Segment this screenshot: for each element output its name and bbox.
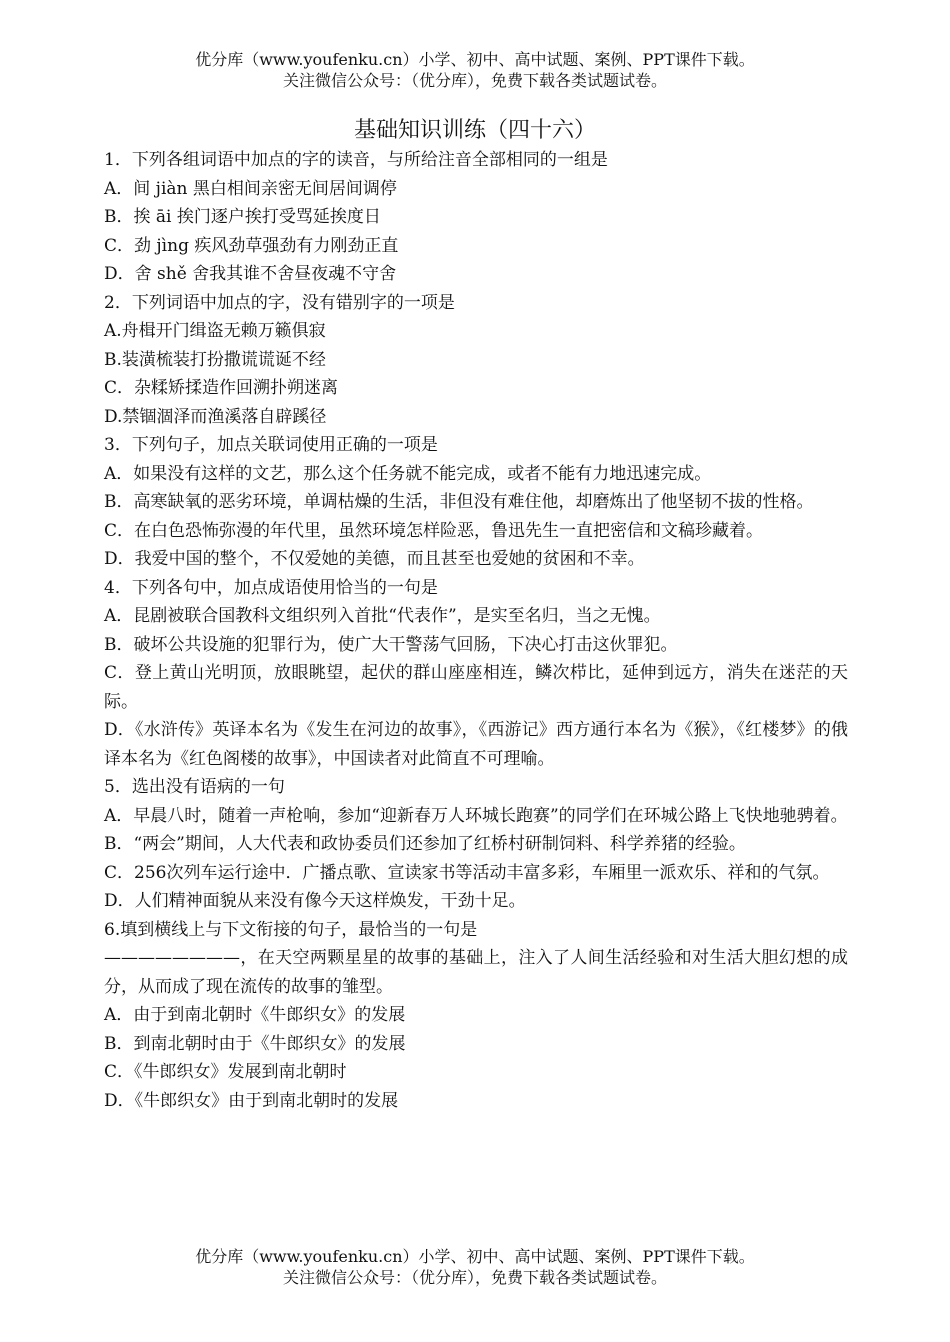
question-4-option-d: D．《水浒传》英译本名为《发生在河边的故事》，《西游记》西方通行本名为《猴》，《红楼梦》的俄译本名为《红色阁楼的故事》，中国读者对此简直不可理喻。 xyxy=(104,720,848,769)
question-5-option-b: B．“两会”期间，人大代表和政协委员们还参加了红桥村研制饲料、科学养猪的经验。 xyxy=(104,834,746,854)
question-1-option-c: C．劲 jìng 疾风劲草强劲有力刚劲正直 xyxy=(104,235,399,256)
question-1-stem: 1．下列各组词语中加点的字的读音，与所给注音全部相同的一组是 xyxy=(104,150,608,170)
question-6-option-a: A．由于到南北朝时《牛郎织女》的发展 xyxy=(104,1005,406,1025)
question-2-option-c: C．杂糅矫揉造作回溯扑朔迷离 xyxy=(104,378,339,398)
question-2-option-b: B.装潢梳装打扮撒谎谎诞不经 xyxy=(104,349,326,370)
page-title: 基础知识训练（四十六） xyxy=(353,118,596,143)
question-1-option-d: D．舍 shě 舍我其谁不舍昼夜魂不守舍 xyxy=(104,264,397,284)
question-2-option-a: A.舟楫开门缉盗无赖万籁俱寂 xyxy=(104,321,326,341)
question-5-option-a: A．早晨八时，随着一声枪响，参加“迎新春万人环城长跑赛”的同学们在环城公路上飞快地驰骋着。 xyxy=(104,805,848,826)
question-1-option-a: A．间 jiàn 黑白相间亲密无间居间调停 xyxy=(104,178,397,199)
question-6-option-b: B．到南北朝时由于《牛郎织女》的发展 xyxy=(104,1033,406,1054)
header-line-2: 关注微信公众号：（优分库），免费下载各类试题试卷。 xyxy=(282,71,667,90)
question-6-option-d: D．《牛郎织女》由于到南北朝时的发展 xyxy=(104,1090,399,1111)
question-5-stem: 5．选出没有语病的一句 xyxy=(104,777,285,797)
question-5-option-c: C．256次列车运行途中．广播点歌、宣读家书等活动丰富多彩，车厢里一派欢乐、祥和的气氛。 xyxy=(104,862,830,883)
question-4-option-b: B．破坏公共设施的犯罪行为，使广大干警荡气回肠，下决心打击这伙罪犯。 xyxy=(104,634,678,655)
question-4-stem: 4．下列各句中，加点成语使用恰当的一句是 xyxy=(104,577,438,598)
header-line-1: 优分库（www.youfenku.cn）小学、初中、高中试题、案例、PPT课件下载。 xyxy=(195,50,755,69)
question-4-option-a: A．昆剧被联合国教科文组织列入首批“代表作”，是实至名归，当之无愧。 xyxy=(104,606,661,626)
question-3-option-c: C．在白色恐怖弥漫的年代里，虽然环境怎样险恶，鲁迅先生一直把密信和文稿珍藏着。 xyxy=(104,520,764,541)
question-2-option-d: D.禁锢涸泽而渔溪落自辟蹊径 xyxy=(104,406,327,427)
question-5-option-d: D．人们精神面貌从来没有像今天这样焕发，干劲十足。 xyxy=(104,891,526,911)
footer-line-2: 关注微信公众号：（优分库），免费下载各类试题试卷。 xyxy=(282,1268,667,1287)
question-2-stem: 2．下列词语中加点的字，没有错别字的一项是 xyxy=(104,292,455,313)
question-6-passage: ————————，在天空两颗星星的故事的基础上，注入了人间生活经验和对生活大胆幻想的成分，从而成了现在流传的故事的雏型。 xyxy=(104,948,848,997)
question-1-option-b: B．挨 āi 挨门逐户挨打受骂延挨度日 xyxy=(104,207,381,227)
question-3-option-a: A．如果没有这样的文艺，那么这个任务就不能完成，或者不能有力地迅速完成。 xyxy=(104,463,712,484)
question-3-option-b: B．高寒缺氧的恶劣环境，单调枯燥的生活，非但没有难住他，却磨炼出了他坚韧不拔的性格。 xyxy=(104,492,814,512)
question-3-stem: 3．下列句子，加点关联词使用正确的一项是 xyxy=(104,435,438,455)
question-4-option-c: C．登上黄山光明顶，放眼眺望，起伏的群山座座相连，鳞次栉比，延伸到远方，消失在迷茫的天际。 xyxy=(104,663,848,712)
question-3-option-d: D．我爱中国的整个，不仅爱她的美德，而且甚至也爱她的贫困和不幸。 xyxy=(104,549,645,569)
question-6-stem: 6.填到横线上与下文衔接的句子，最恰当的一句是 xyxy=(104,919,478,940)
question-6-option-c: C．《牛郎织女》发展到南北朝时 xyxy=(104,1062,347,1082)
footer-line-1: 优分库（www.youfenku.cn）小学、初中、高中试题、案例、PPT课件下载。 xyxy=(195,1247,755,1266)
exercise-body xyxy=(104,146,848,1115)
